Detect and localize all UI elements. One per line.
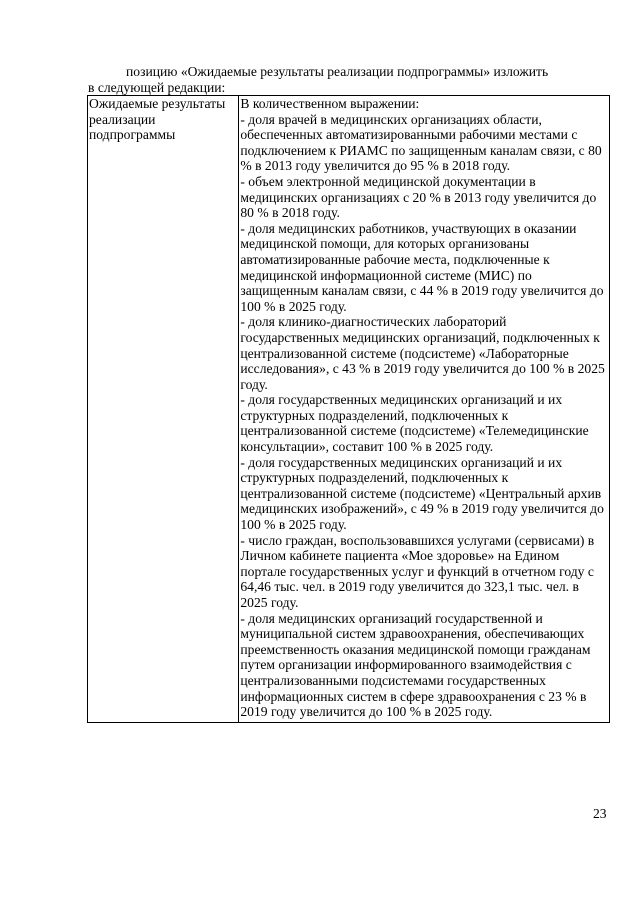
list-item: - объем электронной медицинской документации в медицинских организациях с 20 % в 2013 году увеличится до 80 % в 2018 году.	[240, 173, 597, 221]
left-label: Ожидаемые результаты реализации подпрограммы	[89, 96, 226, 143]
list-item: - доля медицинских организаций государственной и муниципальной систем здравоохранения, обеспечивающих преемственность оказания медицинской помощи гражданам путем организации информированного взаимодействия с централизованными подсистемами государственных информационных систем в сфере здравоохранения с 23 % в 2019 году увеличится до 100 % в 2025 году.	[240, 610, 591, 720]
list-item: - доля медицинских работников, участвующих в оказании медицинской помощи, для которых организованы автоматизированные рабочие места, подключенные к медицинской информационной системе (МИС) по защищенным каналам связи, с 44 % в 2019 году увеличится до 100 % в 2025 году.	[240, 220, 604, 314]
left-cell	[88, 96, 239, 723]
table-row	[88, 96, 610, 723]
intro-line-1: позицию «Ожидаемые результаты реализации подпрограммы» изложить	[126, 64, 549, 79]
list-item: - доля государственных медицинских организаций и их структурных подразделений, подключенных к централизованной системе (подсистеме) «Телемедицинские консультации», составит 100 % в 2025 году.	[240, 392, 589, 455]
intro-line-2: в следующей редакции:	[88, 79, 226, 95]
list-item: - доля клинико-диагностических лабораторий государственных медицинских организаций, подключенных к централизованной системе (подсистеме) «Лабораторные исследования», с 43 % в 2019 году увеличится до 100 % в 2025 году.	[240, 314, 605, 392]
cell-heading: В количественном выражении:	[240, 96, 420, 111]
results-table	[87, 95, 610, 723]
list-item: - число граждан, воспользовавшихся услугами (сервисами) в Личном кабинете пациента «Мое здоровье» на Едином портале государственных услуг и функций в отчетном году с 64,46 тыс. чел. в 2019 году увеличится до 323,1 тыс. чел. в 2025 году.	[240, 532, 595, 610]
page-number: 23	[593, 806, 607, 821]
intro-text	[88, 64, 608, 95]
list-item: - доля врачей в медицинских организациях области, обеспеченных автоматизированными рабочими местами с подключением к РИАМС по защищенным каналам связи, с 80 % в 2013 году увеличится до 95 % в 2018 году.	[240, 111, 602, 174]
list-item: - доля государственных медицинских организаций и их структурных подразделений, подключенных к централизованной системе (подсистеме) «Центральный архив медицинских изображений», с 49 % в 2019 году увеличится до 100 % в 2025 году.	[240, 454, 604, 533]
right-cell	[239, 96, 610, 723]
